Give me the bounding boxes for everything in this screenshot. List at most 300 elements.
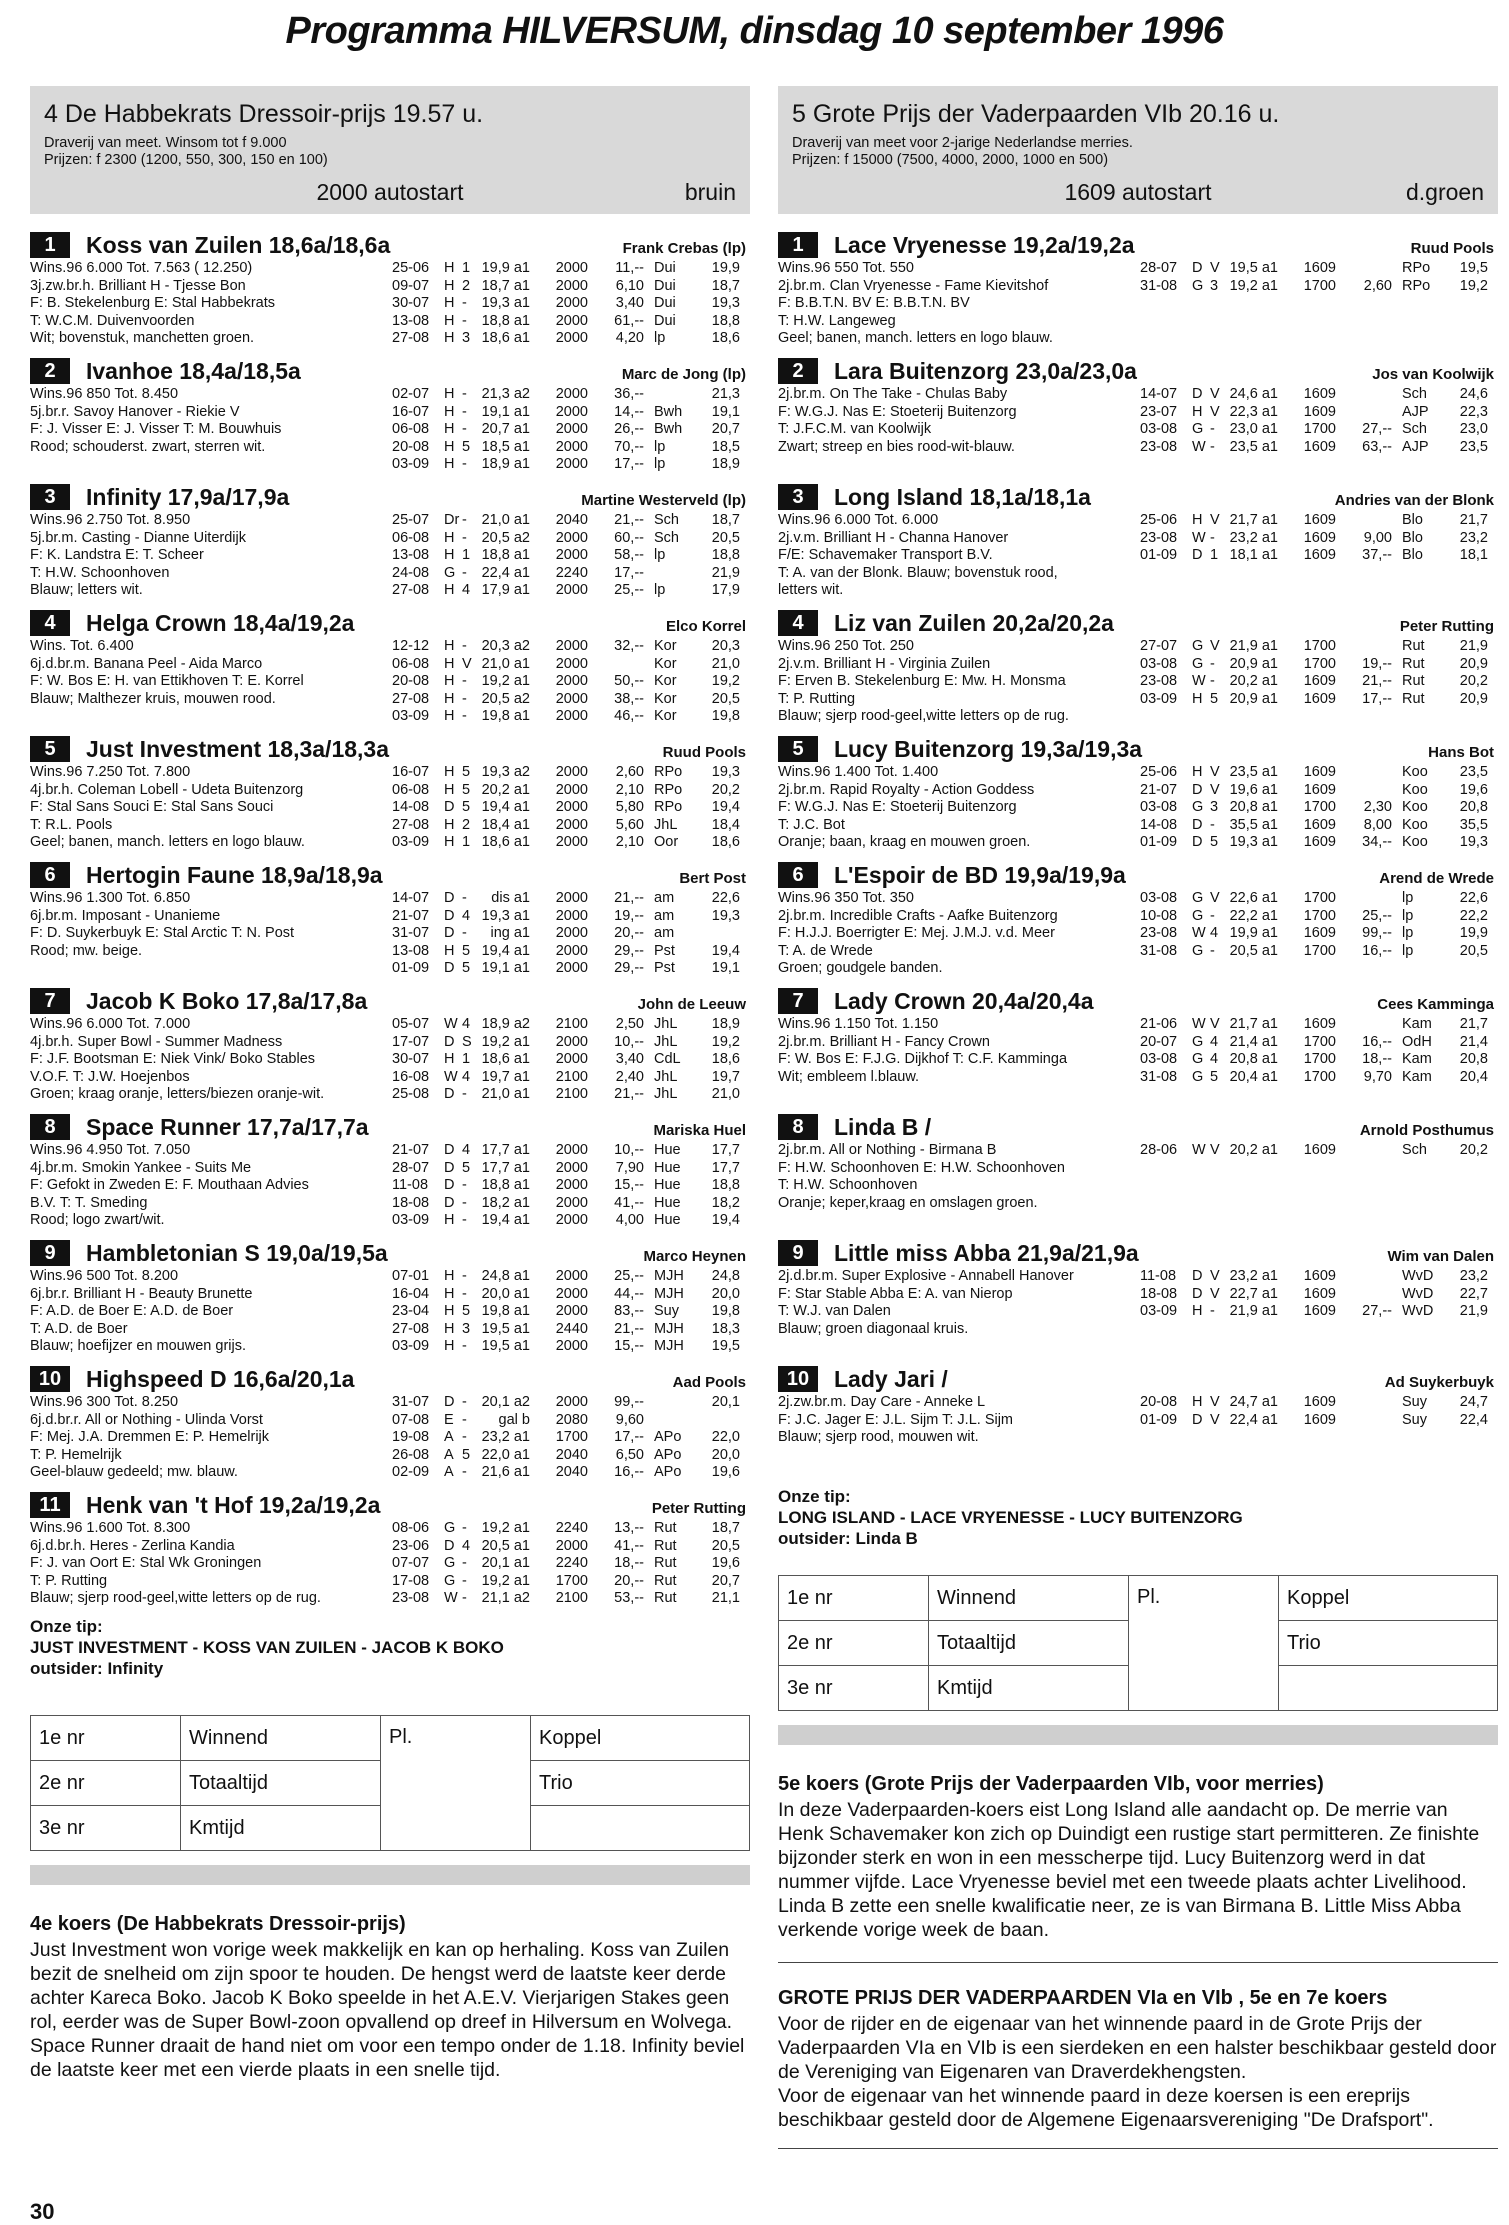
horse-info-line: 2j.d.br.m. Super Explosive - Annabell Hanover xyxy=(778,1268,1074,1284)
run-cell: 19,5 xyxy=(711,1338,740,1355)
run-row xyxy=(392,313,748,331)
horse-name: Lara Buitenzorg 23,0a/23,0a xyxy=(834,357,1137,384)
horse-info-line: Wins.96 6.000 Tot. 7.000 xyxy=(30,1016,191,1032)
run-cell: 19,6 xyxy=(711,1464,740,1481)
run-row xyxy=(392,817,748,835)
run-cell: 01-09 xyxy=(1140,834,1178,851)
run-cell: 2000 xyxy=(555,295,588,312)
run-cell: 6,50 xyxy=(615,1446,644,1463)
horse-name: Liz van Zuilen 20,2a/20,2a xyxy=(834,609,1114,636)
run-cell: 2040 xyxy=(555,1464,588,1481)
run-cell: 03-08 xyxy=(1140,1051,1178,1068)
run-cell: APo xyxy=(654,1464,682,1481)
run-cell: 19,7 a1 xyxy=(481,1068,530,1085)
run-cell: 20,4 a1 xyxy=(1229,1068,1278,1085)
run-cell: H xyxy=(444,529,455,546)
horse-name: Lace Vryenesse 19,2a/19,2a xyxy=(834,231,1135,258)
run-cell: Rut xyxy=(654,1590,677,1607)
run-cell: 18,5 a1 xyxy=(481,438,530,455)
run-cell: V xyxy=(1210,890,1220,906)
horse-info-line: 2j.v.m. Brilliant H - Virginia Zuilen xyxy=(778,655,991,672)
run-cell: 25-06 xyxy=(1140,764,1178,780)
run-cell: 35,5 xyxy=(1459,816,1488,833)
run-cell: 14,-- xyxy=(614,403,644,420)
run-row xyxy=(392,1069,748,1087)
horse-driver: Bert Post xyxy=(679,870,746,887)
run-cell: H xyxy=(444,816,455,833)
horse-info-line: F: H.J.J. Boerrigter E: Mej. J.M.J. v.d. Meer xyxy=(778,925,1055,942)
horse-driver: Hans Bot xyxy=(1428,744,1494,761)
run-cell: 1700 xyxy=(1303,1033,1336,1050)
run-row xyxy=(392,1538,748,1556)
run-cell xyxy=(1336,764,1392,782)
run-cell: 14-08 xyxy=(392,799,430,816)
horse-info-line: F: W. Bos E: F.J.G. Dijkhof T: C.F. Kamminga xyxy=(778,1051,1068,1068)
run-cell: APo xyxy=(654,1429,682,1446)
run-cell: 14-07 xyxy=(392,890,430,906)
run-cell: - xyxy=(462,456,467,473)
run-cell: 28-06 xyxy=(1140,1142,1178,1158)
run-cell: H xyxy=(444,764,455,780)
run-cell: 17,7 xyxy=(711,1142,740,1158)
run-cell: lp xyxy=(1402,925,1414,942)
run-cell: 2000 xyxy=(555,312,588,329)
run-cell: 19,8 xyxy=(711,1303,740,1320)
horse-number: 2 xyxy=(30,358,70,384)
run-cell: 5 xyxy=(462,960,471,977)
run-cell: 24,6 xyxy=(1459,386,1488,402)
run-cell: Hue xyxy=(654,1194,681,1211)
horse-info-line: F: B. Stekelenburg E: Stal Habbekrats xyxy=(30,295,276,312)
run-row xyxy=(1140,1142,1496,1160)
horse-info-line: Wins.96 550 Tot. 550 xyxy=(778,260,914,276)
horse-info-line: F: J.C. Jager E: J.L. Sijm T: J.L. Sijm xyxy=(778,1411,1014,1428)
run-cell: 18,1 xyxy=(1459,547,1488,564)
run-cell: 19,6 xyxy=(711,1555,740,1572)
run-row xyxy=(392,638,748,656)
horse-number: 9 xyxy=(778,1240,818,1266)
run-cell: 21-07 xyxy=(1140,781,1178,798)
horse-driver: Peter Rutting xyxy=(1399,618,1494,635)
run-row xyxy=(1140,278,1496,296)
horse-info-line: Wins.96 6.000 Tot. 6.000 xyxy=(778,512,939,528)
run-cell: 2000 xyxy=(555,529,588,546)
run-cell xyxy=(1336,1142,1392,1160)
run-cell: WvD xyxy=(1402,1285,1434,1302)
horse-info-line: 4j.br.h. Super Bowl - Summer Madness xyxy=(30,1033,283,1050)
horse-info-line: Blauw; sjerp rood-geel,witte letters op de rug. xyxy=(30,1590,321,1607)
run-cell: 2000 xyxy=(555,1051,588,1068)
run-cell: OdH xyxy=(1402,1033,1432,1050)
run-row xyxy=(1140,908,1496,926)
article2-p2: Voor de eigenaar van het winnende paard in deze koersen is een ereprijs beschikbaar gesteld door de Algemene Eigenaarsvereniging "De Drafsport". xyxy=(778,2085,1434,2131)
run-cell: 18,8 xyxy=(711,312,740,329)
run-cell: am xyxy=(654,890,675,906)
run-cell: 83,-- xyxy=(614,1303,644,1320)
horse-entry xyxy=(30,354,750,480)
horse-name: Koss van Zuilen 18,6a/18,6a xyxy=(86,231,391,258)
run-row xyxy=(392,1268,748,1286)
horse-entry xyxy=(778,858,1498,984)
run-cell: RPo xyxy=(654,781,683,798)
run-cell: Hue xyxy=(654,1177,681,1194)
horse-name: Infinity 17,9a/17,9a xyxy=(86,483,290,510)
run-cell: V xyxy=(1210,386,1220,402)
race5-start: 1609 autostart xyxy=(1064,179,1212,205)
horse-info xyxy=(778,1016,1138,1086)
horse-info-line: 2j.v.m. Brilliant H - Channa Hanover xyxy=(778,529,1009,546)
run-cell: 22,4 xyxy=(1459,1411,1488,1428)
horse-number: 2 xyxy=(778,358,818,384)
run-cell: 22,0 xyxy=(711,1429,740,1446)
run-cell: 5 xyxy=(462,942,471,959)
horse-info-line: 2j.br.m. Brilliant H - Fancy Crown xyxy=(778,1033,990,1050)
run-row xyxy=(1140,512,1496,530)
run-row xyxy=(1140,260,1496,278)
run-cell: 2100 xyxy=(555,1086,588,1103)
race5-color: d.groen xyxy=(1405,179,1484,205)
run-row xyxy=(392,1195,748,1213)
run-cell: 24,6 a1 xyxy=(1229,386,1278,402)
article2-title: GROTE PRIJS DER VADERPAARDEN VIa en VIb , 5e en 7e koers xyxy=(778,1987,1388,2009)
run-cell: APo xyxy=(654,1446,682,1463)
horse-runs xyxy=(1140,764,1496,852)
run-cell: D xyxy=(444,907,455,924)
run-cell: 20,3 a2 xyxy=(481,638,530,654)
run-cell xyxy=(1336,782,1392,800)
horse-info-line: F: J. van Oort E: Stal Wk Groningen xyxy=(30,1555,262,1572)
article-title: 4e koers (De Habbekrats Dressoir-prijs) xyxy=(30,1913,406,1935)
run-cell: 2,60 xyxy=(1363,277,1392,294)
run-cell: 18,8 a1 xyxy=(481,547,530,564)
run-cell: MJH xyxy=(654,1285,684,1302)
run-cell: 2000 xyxy=(555,708,588,725)
horse-info-line: Wins. Tot. 6.400 xyxy=(30,638,134,654)
horse-name: Little miss Abba 21,9a/21,9a xyxy=(834,1239,1139,1266)
run-cell: 19,3 xyxy=(1459,834,1488,851)
bet-totaal: Totaaltijd xyxy=(181,1761,381,1806)
run-cell: 4,00 xyxy=(615,1212,644,1229)
run-cell: A xyxy=(444,1446,454,1463)
run-cell: G xyxy=(444,1572,456,1589)
run-row xyxy=(392,1016,748,1034)
bet-empty xyxy=(1279,1666,1498,1711)
horse-runs xyxy=(392,1268,748,1356)
run-cell: - xyxy=(462,1464,467,1481)
run-cell: 21,1 a2 xyxy=(481,1590,530,1607)
run-cell: 18,9 a2 xyxy=(481,1016,530,1032)
run-cell xyxy=(1336,386,1392,404)
run-cell: CdL xyxy=(654,1051,681,1068)
run-cell: Rut xyxy=(654,1520,677,1536)
run-cell: G xyxy=(1192,421,1204,438)
run-cell: 29,-- xyxy=(614,942,644,959)
horse-number: 3 xyxy=(30,484,70,510)
horse-info-line: 2j.br.m. All or Nothing - Birmana B xyxy=(778,1142,997,1158)
run-row xyxy=(392,799,748,817)
horse-driver: Marc de Jong (lp) xyxy=(621,366,746,383)
run-cell: JhL xyxy=(654,1016,678,1032)
run-row xyxy=(1140,817,1496,835)
horse-info-line: F: J.F. Bootsman E: Niek Vink/ Boko Stables xyxy=(30,1051,316,1068)
run-cell: 08-06 xyxy=(392,1520,430,1536)
run-cell: 18,1 a1 xyxy=(1229,547,1278,564)
horse-info xyxy=(778,764,1138,852)
run-cell: H xyxy=(1192,690,1203,707)
run-cell: 22,6 xyxy=(711,890,740,906)
run-cell: 17,7 a1 xyxy=(481,1159,530,1176)
run-cell: 20,0 xyxy=(711,1285,740,1302)
bet-koppel: Koppel xyxy=(531,1716,750,1761)
run-cell: 20,8 a1 xyxy=(1229,1051,1278,1068)
outsider-text: outsider: Linda B xyxy=(778,1529,918,1548)
horse-info-line: Wins.96 1.400 Tot. 1.400 xyxy=(778,764,939,780)
run-cell: 20,5 a1 xyxy=(481,1537,530,1554)
bet-winnend: Winnend xyxy=(181,1716,381,1761)
horse-info-line: Wins.96 4.950 Tot. 7.050 xyxy=(30,1142,191,1158)
run-cell: 23-06 xyxy=(392,1537,430,1554)
horse-entry xyxy=(778,354,1498,480)
run-cell: Hue xyxy=(654,1212,681,1229)
run-cell: G xyxy=(1192,277,1204,294)
run-cell: 21,7 xyxy=(1459,512,1488,528)
run-cell: 21,0 a1 xyxy=(481,512,530,528)
run-cell: 99,-- xyxy=(614,1394,644,1410)
horse-info-line: F: D. Suykerbuyk E: Stal Arctic T: N. Post xyxy=(30,925,295,942)
run-cell: 22,4 a1 xyxy=(481,564,530,581)
run-cell: AJP xyxy=(1402,403,1429,420)
run-cell: 1609 xyxy=(1303,386,1336,402)
outsider-text: outsider: Infinity xyxy=(30,1659,164,1678)
run-cell: am xyxy=(654,907,675,924)
run-cell: WvD xyxy=(1402,1268,1434,1284)
run-cell: 23,5 xyxy=(1459,764,1488,780)
run-cell: 23-04 xyxy=(392,1303,430,1320)
run-cell: 19,4 xyxy=(711,942,740,959)
horse-name: Long Island 18,1a/18,1a xyxy=(834,483,1091,510)
run-cell: 27-08 xyxy=(392,582,430,599)
run-row xyxy=(1140,834,1496,852)
run-cell: 2000 xyxy=(555,1303,588,1320)
run-cell: 30-07 xyxy=(392,1051,430,1068)
race5-header xyxy=(778,86,1498,214)
horse-info-line: 6j.br.r. Brilliant H - Beauty Brunette xyxy=(30,1285,253,1302)
horse-runs xyxy=(392,638,748,726)
run-cell: 15,-- xyxy=(614,1338,644,1355)
run-cell: 27-08 xyxy=(392,1320,430,1337)
run-cell: Rut xyxy=(654,1572,677,1589)
run-cell: G xyxy=(1192,890,1204,906)
horse-info xyxy=(778,1394,1138,1447)
run-cell: - xyxy=(462,403,467,420)
run-cell: 18-08 xyxy=(1140,1285,1178,1302)
horse-name: L'Espoir de BD 19,9a/19,9a xyxy=(834,861,1126,888)
run-cell: H xyxy=(444,582,455,599)
run-cell: 31-08 xyxy=(1140,1068,1178,1085)
horse-entry xyxy=(778,1110,1498,1236)
run-cell: Suy xyxy=(1402,1394,1427,1410)
run-cell: D xyxy=(1192,816,1203,833)
horse-number: 6 xyxy=(30,862,70,888)
run-cell: 3 xyxy=(1210,277,1219,294)
run-cell: Koo xyxy=(1402,799,1428,816)
run-cell: D xyxy=(444,1033,455,1050)
horse-name: Jacob K Boko 17,8a/17,8a xyxy=(86,987,368,1014)
run-cell: 19,2 xyxy=(711,673,740,690)
run-cell: D xyxy=(444,1142,455,1158)
horse-info-line: T: P. Rutting xyxy=(778,690,856,707)
run-cell: 2,10 xyxy=(615,781,644,798)
run-cell: D xyxy=(444,1177,455,1194)
run-cell: 1 xyxy=(462,834,471,851)
run-cell: lp xyxy=(1402,907,1414,924)
run-cell: Blo xyxy=(1402,547,1423,564)
horse-number: 10 xyxy=(778,1366,818,1392)
horse-name: Linda B / xyxy=(834,1113,932,1140)
horse-entry xyxy=(30,1362,750,1488)
article-body: In deze Vaderpaarden-koers eist Long Island alle aandacht op. De merrie van Henk Schavemaker kon zich op Duindigt een rustige start permitteren. Ze finishte bijzonder sterk en won in een messcherpe tijd. Lucy Buitenzorg werd in dat nummer vijfde. Lace Vryenesse beviel met een tweede plaats achter Livelihood. Linda B zette een snelle kwalificatie neer, ze is van Birmana B. Little Miss Abba verkende vorige week de baan. xyxy=(778,1799,1480,1941)
run-cell: H xyxy=(444,295,455,312)
run-row xyxy=(392,1394,748,1412)
horse-entry xyxy=(30,858,750,984)
run-cell: Kor xyxy=(654,708,677,725)
run-cell: 1609 xyxy=(1303,1268,1336,1284)
run-cell: 03-09 xyxy=(392,456,430,473)
run-cell: 1 xyxy=(462,260,471,276)
run-cell: 20-07 xyxy=(1140,1033,1178,1050)
run-cell: D xyxy=(444,1394,455,1410)
run-cell: 5,80 xyxy=(615,799,644,816)
bet-row-label: 3e nr xyxy=(31,1806,181,1851)
run-cell: 19,3 a1 xyxy=(481,295,530,312)
run-cell xyxy=(1336,1394,1392,1412)
run-cell: Koo xyxy=(1402,816,1428,833)
run-cell: 21,9 a1 xyxy=(1229,1303,1278,1320)
run-cell: 03-09 xyxy=(1140,690,1178,707)
run-row xyxy=(392,1177,748,1195)
run-cell: 5 xyxy=(462,1303,471,1320)
run-cell: - xyxy=(462,386,467,402)
run-cell: D xyxy=(1192,260,1203,276)
horse-info-line: Blauw; groen diagonaal kruis. xyxy=(778,1320,969,1337)
run-cell: 36,-- xyxy=(614,386,644,402)
run-cell: 19,3 xyxy=(711,907,740,924)
run-row xyxy=(1140,1412,1496,1430)
run-row xyxy=(392,673,748,691)
run-row xyxy=(1140,547,1496,565)
run-cell: 44,-- xyxy=(614,1285,644,1302)
run-cell: - xyxy=(1210,655,1215,672)
run-cell: 19,8 a1 xyxy=(481,1303,530,1320)
run-cell: - xyxy=(462,708,467,725)
run-cell: 18,9 xyxy=(711,1016,740,1032)
run-cell: 2240 xyxy=(555,1520,588,1536)
run-cell: 11-08 xyxy=(392,1177,429,1194)
run-cell: 1609 xyxy=(1303,1016,1336,1032)
run-cell: H xyxy=(444,781,455,798)
run-cell: 13,-- xyxy=(614,1520,644,1536)
run-row xyxy=(1140,1286,1496,1304)
run-cell: 1700 xyxy=(1303,277,1336,294)
horse-info-line: 2j.br.m. Rapid Royalty - Action Goddess xyxy=(778,781,1035,798)
run-cell: 3 xyxy=(462,1320,471,1337)
horse-info xyxy=(778,638,1138,726)
article-body: Just Investment won vorige week makkelijk en kan op herhaling. Koss van Zuilen bezit de snelheid om zijn spoor te houden. De hengst werd de laatste keer derde achter Kareca Boko. Jacob K Boko speelde in het A.E.V. Vierjarigen Stakes geen rol, eerder was de Super Bowl-zoon opvallend op dreef in Hilversum en Wolvega. Space Runner draait de hand niet om voor een tempo onder de 1.18. Infinity beviel de laatste keer met een vierde plaats in een snelle tijd. xyxy=(30,1939,745,2081)
run-cell: 22,6 a1 xyxy=(1229,890,1278,906)
run-cell: 6,10 xyxy=(615,277,644,294)
horse-number: 5 xyxy=(30,736,70,762)
run-cell: H xyxy=(444,1212,455,1229)
run-cell: D xyxy=(444,799,455,816)
bet-totaal: Totaaltijd xyxy=(929,1621,1129,1666)
run-cell: 23-08 xyxy=(392,1590,430,1607)
run-cell: RPo xyxy=(654,799,683,816)
run-row xyxy=(1140,1016,1496,1034)
tip-text: LONG ISLAND - LACE VRYENESSE - LUCY BUITENZORG xyxy=(778,1508,1243,1527)
bet-trio: Trio xyxy=(531,1761,750,1806)
run-cell: 20,-- xyxy=(614,925,644,942)
run-cell: 4 xyxy=(462,1068,471,1085)
horse-entry xyxy=(778,480,1498,606)
horse-info-line: Blauw; sjerp rood, mouwen wit. xyxy=(778,1429,979,1446)
horse-title xyxy=(30,1112,750,1142)
run-row xyxy=(392,1086,748,1104)
horse-info-line: Wit; bovenstuk, manchetten groen. xyxy=(30,330,255,347)
horse-name: Highspeed D 16,6a/20,1a xyxy=(86,1365,355,1392)
run-cell: 20,0 xyxy=(711,1446,740,1463)
run-cell: 19,2 xyxy=(1459,277,1488,294)
run-cell: Koo xyxy=(1402,764,1428,780)
run-cell: 18,7 a1 xyxy=(481,277,530,294)
run-cell: 18,6 xyxy=(711,330,740,347)
run-cell: 58,-- xyxy=(614,547,644,564)
run-cell: 61,-- xyxy=(614,312,644,329)
run-cell: 1700 xyxy=(1303,942,1336,959)
run-cell: 18,-- xyxy=(614,1555,644,1572)
run-cell: 03-08 xyxy=(1140,421,1178,438)
run-cell: 20,2 xyxy=(1459,1142,1488,1158)
bet-kmtijd: Kmtijd xyxy=(181,1806,381,1851)
run-cell: - xyxy=(462,421,467,438)
run-cell: 1609 xyxy=(1303,403,1336,420)
run-cell: - xyxy=(462,1555,467,1572)
run-cell: 20,3 xyxy=(711,638,740,654)
run-cell: - xyxy=(462,1194,467,1211)
run-cell: 21,0 xyxy=(711,1086,740,1103)
run-cell: 19,5 a1 xyxy=(481,1320,530,1337)
run-cell: 22,0 a1 xyxy=(481,1446,530,1463)
run-cell: 22,2 xyxy=(1459,907,1488,924)
run-cell: 19,9 xyxy=(711,260,740,276)
run-cell: 19,4 xyxy=(711,799,740,816)
run-cell: 30-07 xyxy=(392,295,430,312)
run-cell: Sch xyxy=(1402,1142,1427,1158)
horse-info-line: Oranje; baan, kraag en mouwen groen. xyxy=(778,834,1031,851)
run-cell: W xyxy=(444,1590,458,1607)
run-row xyxy=(392,404,748,422)
run-cell: 20-08 xyxy=(392,673,430,690)
horse-info xyxy=(778,512,1138,600)
run-row xyxy=(1140,439,1496,457)
horse-info-line: 6j.br.m. Imposant - Unanieme xyxy=(30,907,221,924)
horse-driver: Aad Pools xyxy=(672,1374,746,1391)
run-cell: 23,5 xyxy=(1459,438,1488,455)
bet-row-label: 3e nr xyxy=(779,1666,929,1711)
run-cell: 2 xyxy=(462,816,471,833)
run-cell: 16-07 xyxy=(392,403,430,420)
run-cell: 21,6 a1 xyxy=(481,1464,530,1481)
run-cell: 27-08 xyxy=(392,330,430,347)
